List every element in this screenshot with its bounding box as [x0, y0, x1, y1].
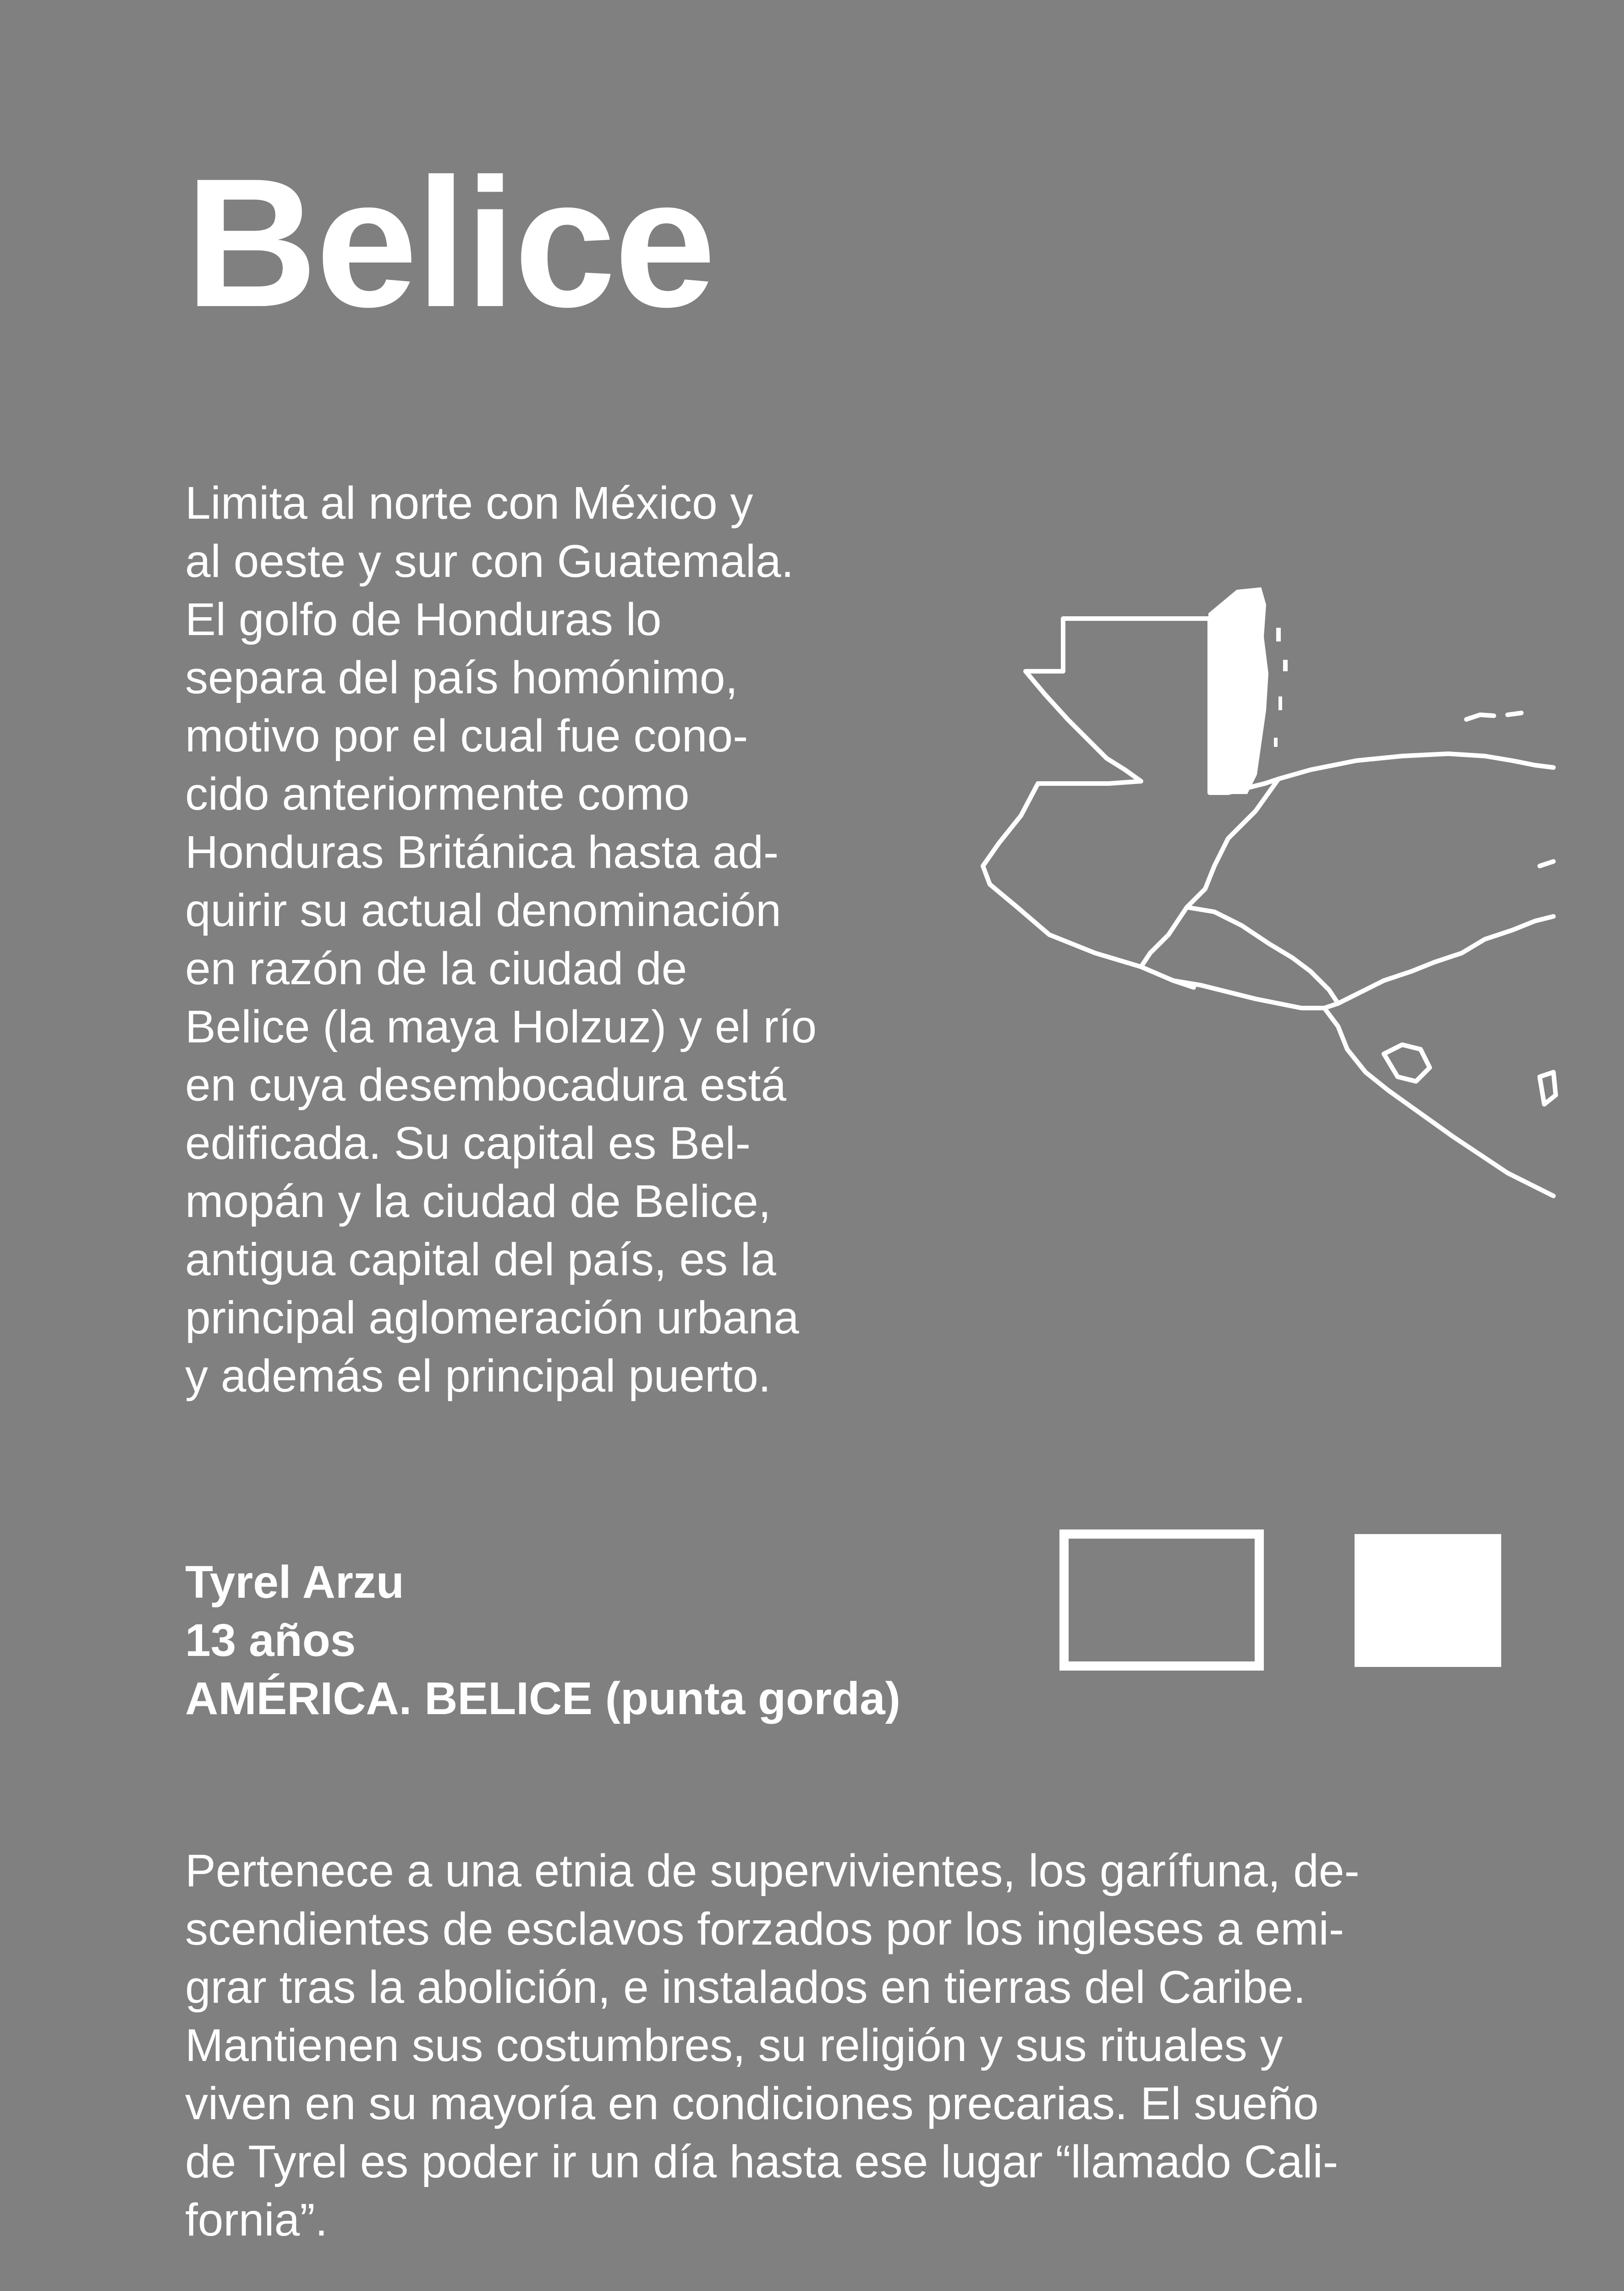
- intro-line: separa del país homónimo,: [185, 652, 738, 703]
- country-description: [185, 474, 872, 1405]
- bio-line: de Tyrel es poder ir un día hasta ese lugar “llamado Cali-: [185, 2136, 1339, 2187]
- bio-line: fornia”.: [185, 2194, 328, 2246]
- intro-line: Belice (la maya Holzuz) y el río: [185, 1001, 817, 1052]
- intro-line: quirir su actual denominación: [185, 885, 781, 936]
- intro-line: antigua capital del país, es la: [185, 1234, 776, 1285]
- intro-line: y además el principal puerto.: [185, 1350, 771, 1402]
- bio-line: scendientes de esclavos forzados por los ingleses a emi-: [185, 1903, 1344, 1955]
- person-header: [185, 1553, 900, 1728]
- intro-line: Honduras Británica hasta ad-: [185, 827, 779, 878]
- central-america-map-icon: [944, 545, 1558, 1242]
- intro-line: Limita al norte con México y: [185, 477, 753, 529]
- intro-line: en cuya desembocadura está: [185, 1059, 786, 1111]
- intro-line: cido anteriormente como: [185, 768, 690, 820]
- intro-line: principal aglomeración urbana: [185, 1292, 799, 1343]
- page-title: Belice: [185, 140, 714, 345]
- photo-frame-outline: [1059, 1529, 1264, 1671]
- intro-line: motivo por el cual fue cono-: [185, 710, 748, 762]
- intro-line: en razón de la ciudad de: [185, 943, 687, 994]
- intro-line: edificada. Su capital es Bel-: [185, 1118, 751, 1169]
- bio-line: Pertenece a una etnia de supervivientes, los garífuna, de-: [185, 1845, 1360, 1896]
- photo-frame-filled: [1355, 1534, 1501, 1667]
- bio-line: Mantienen sus costumbres, su religión y sus rituales y: [185, 2020, 1283, 2071]
- intro-line: mopán y la ciudad de Belice,: [185, 1176, 771, 1227]
- person-bio: [185, 1842, 1450, 2249]
- bio-line: viven en su mayoría en condiciones precarias. El sueño: [185, 2078, 1319, 2129]
- intro-line: El golfo de Honduras lo: [185, 594, 662, 645]
- person-name: Tyrel Arzu: [185, 1557, 404, 1608]
- person-age: 13 años: [185, 1615, 356, 1666]
- bio-line: grar tras la abolición, e instalados en tierras del Caribe.: [185, 1962, 1306, 2013]
- intro-line: al oeste y sur con Guatemala.: [185, 536, 794, 587]
- person-location: AMÉRICA. BELICE (punta gorda): [185, 1673, 901, 1724]
